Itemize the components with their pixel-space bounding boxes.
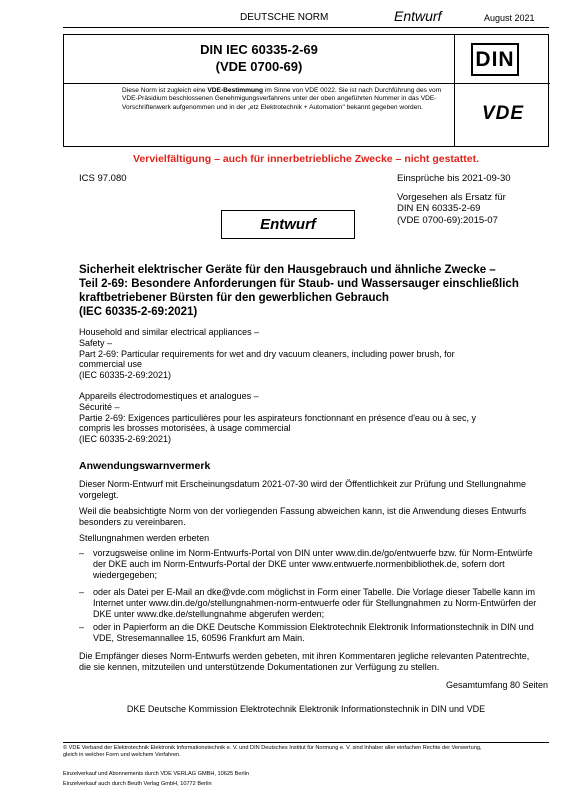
title-french-line-4: compris les brosses motorisées, à usage commercial: [79, 423, 291, 434]
replacement-line-3: (VDE 0700-69):2015-07: [397, 214, 498, 226]
title-english-line-1: Household and similar electrical appliances –: [79, 327, 260, 337]
application-paragraph-1: Dieser Norm-Entwurf mit Erscheinungsdatum 2021-07-30 wird der Öffentlichkeit zur Prüfung und Stellungnahme vorgelegt.: [79, 479, 527, 500]
draft-stamp: Entwurf: [221, 210, 355, 239]
title-german-line-3: kraftbetriebener Bürsten für den gewerblichen Gebrauch: [79, 292, 389, 304]
header-rule: [63, 27, 549, 28]
title-box-vertical-divider: [454, 35, 455, 146]
list-item-text-paper: oder in Papierform an die DKE Deutsche Kommission Elektrotechnik Elektronik Informationstechnik in DIN und VDE, Stresemannallee 15, 60596 Frankfurt am Main.: [93, 622, 534, 643]
vde-note: [122, 87, 450, 112]
title-french: [79, 391, 549, 445]
title-box-horizontal-divider: [64, 83, 550, 84]
footer-rule: [63, 742, 549, 743]
list-item-text-online: vorzugsweise online im Norm-Entwurfs-Portal von DIN unter www.din.de/go/entwuerfe bzw. für Norm-Entwürfe der DKE auch im Norm-Entwurfs-Portal der DKE unter www.entwuerfe.normenbibliothek.de, sofern dort wiedergegeben;: [93, 548, 533, 580]
list-item-text-email: oder als Datei per E-Mail an dke@vde.com möglichst in Form einer Tabelle. Die Vorlage dieser Tabelle kann im Internet unter www.din.de/go/stellungnahmen-norm-entwuerfe oder für Stellungnahmen zu Norm-Entwürfen der DKE unter www.dke.de/stellungnahme abgerufen werden;: [93, 587, 537, 619]
application-paragraph-2: Weil die beabsichtigte Norm von der vorliegenden Fassung abweichen kann, ist die Anwendung dieses Entwurfs besonders zu vereinbaren.: [79, 506, 527, 527]
application-warning-heading: Anwendungswarnvermerk: [79, 460, 211, 472]
title-french-line-3: Partie 2-69: Exigences particulières pour les aspirateurs fonctionnant en présence d'eau ou à sec, y: [79, 412, 476, 423]
sales-info-vde: Einzelverkauf und Abonnements durch VDE VERLAG GMBH, 10625 Berlin: [63, 771, 249, 777]
vde-note-rest: im Sinne von VDE 0022. Sie ist nach Durchführung des vom VDE-Präsidium beschlossenen Genehmigungsverfahrens unter der oben angeführten Nummer in das VDE-Vorschriftenwerk aufgenommen und in der „etz Elektrotechnik + Automation" bekannt gegeben worden.: [122, 87, 442, 111]
title-box: [63, 34, 549, 147]
document-number: [64, 41, 454, 75]
ics-code: ICS 97.080: [79, 173, 127, 184]
document-number-din: DIN IEC 60335-2-69: [200, 42, 318, 57]
title-german-line-4: (IEC 60335-2-69:2021): [79, 306, 198, 318]
header-date: August 2021: [484, 13, 535, 23]
document-number-vde: (VDE 0700-69): [215, 59, 303, 74]
sales-info-beuth: Einzelverkauf auch durch Beuth Verlag GmbH, 10772 Berlin: [63, 780, 212, 787]
header-norm-label: DEUTSCHE NORM: [240, 12, 329, 23]
title-english-line-4: commercial use: [79, 359, 143, 370]
list-dash: –: [79, 587, 85, 597]
title-german-line-1: Sicherheit elektrischer Geräte für den Hausgebrauch und ähnliche Zwecke –: [79, 264, 496, 276]
list-dash: –: [79, 548, 85, 558]
title-english-line-2: Safety –: [79, 337, 113, 348]
replacement-line-1: Vorgesehen als Ersatz für: [397, 192, 506, 203]
sales-info: [63, 770, 249, 789]
list-dash: –: [79, 622, 85, 632]
vde-logo: VDE: [481, 103, 525, 124]
application-paragraph-4: Die Empfänger dieses Norm-Entwurfs werden gebeten, mit ihren Kommentaren jegliche relevanten Patentrechte, die sie kennen, mitzuteilen und unterstützende Dokumentationen zur Verfügung zu stellen.: [79, 651, 530, 672]
vde-note-prefix: Diese Norm ist zugleich eine: [122, 87, 208, 94]
title-german-line-2: Teil 2-69: Besondere Anforderungen für Staub- und Wassersauger einschließlich: [79, 278, 519, 290]
title-french-line-1: Appareils électrodomestiques et analogues –: [79, 391, 259, 401]
title-english: [79, 327, 549, 381]
vde-note-bold: VDE-Bestimmung: [207, 87, 264, 94]
din-logo: DIN: [471, 43, 519, 76]
copyright-notice: © VDE Verband der Elektrotechnik Elektronik Informationstechnik e. V. und DIN Deutsches Institut für Normung e. V. sind Inhaber aller einfachen Rechte der Verwertung, gleich in welcher Form und welchem Verfahren.: [63, 745, 482, 758]
dke-publisher: DKE Deutsche Kommission Elektrotechnik Elektronik Informationstechnik in DIN und VDE: [126, 704, 486, 714]
application-paragraph-3: Stellungnahmen werden erbeten: [79, 533, 210, 543]
reproduction-warning: Vervielfältigung – auch für innerbetriebliche Zwecke – nicht gestattet.: [132, 153, 479, 165]
title-french-line-5: (IEC 60335-2-69:2021): [79, 434, 172, 445]
title-german: [79, 263, 549, 319]
header-status: Entwurf: [394, 8, 442, 24]
total-pages: Gesamtumfang 80 Seiten: [445, 680, 548, 690]
objection-deadline: Einsprüche bis 2021-09-30: [397, 173, 511, 184]
title-english-line-3: Part 2-69: Particular requirements for wet and dry vacuum cleaners, including power brush, for: [79, 348, 455, 359]
replacement-line-2: DIN EN 60335-2-69: [397, 203, 481, 215]
title-french-line-2: Sécurité –: [79, 401, 120, 412]
title-english-line-5: (IEC 60335-2-69:2021): [79, 370, 172, 381]
replacement-note: [397, 192, 506, 226]
